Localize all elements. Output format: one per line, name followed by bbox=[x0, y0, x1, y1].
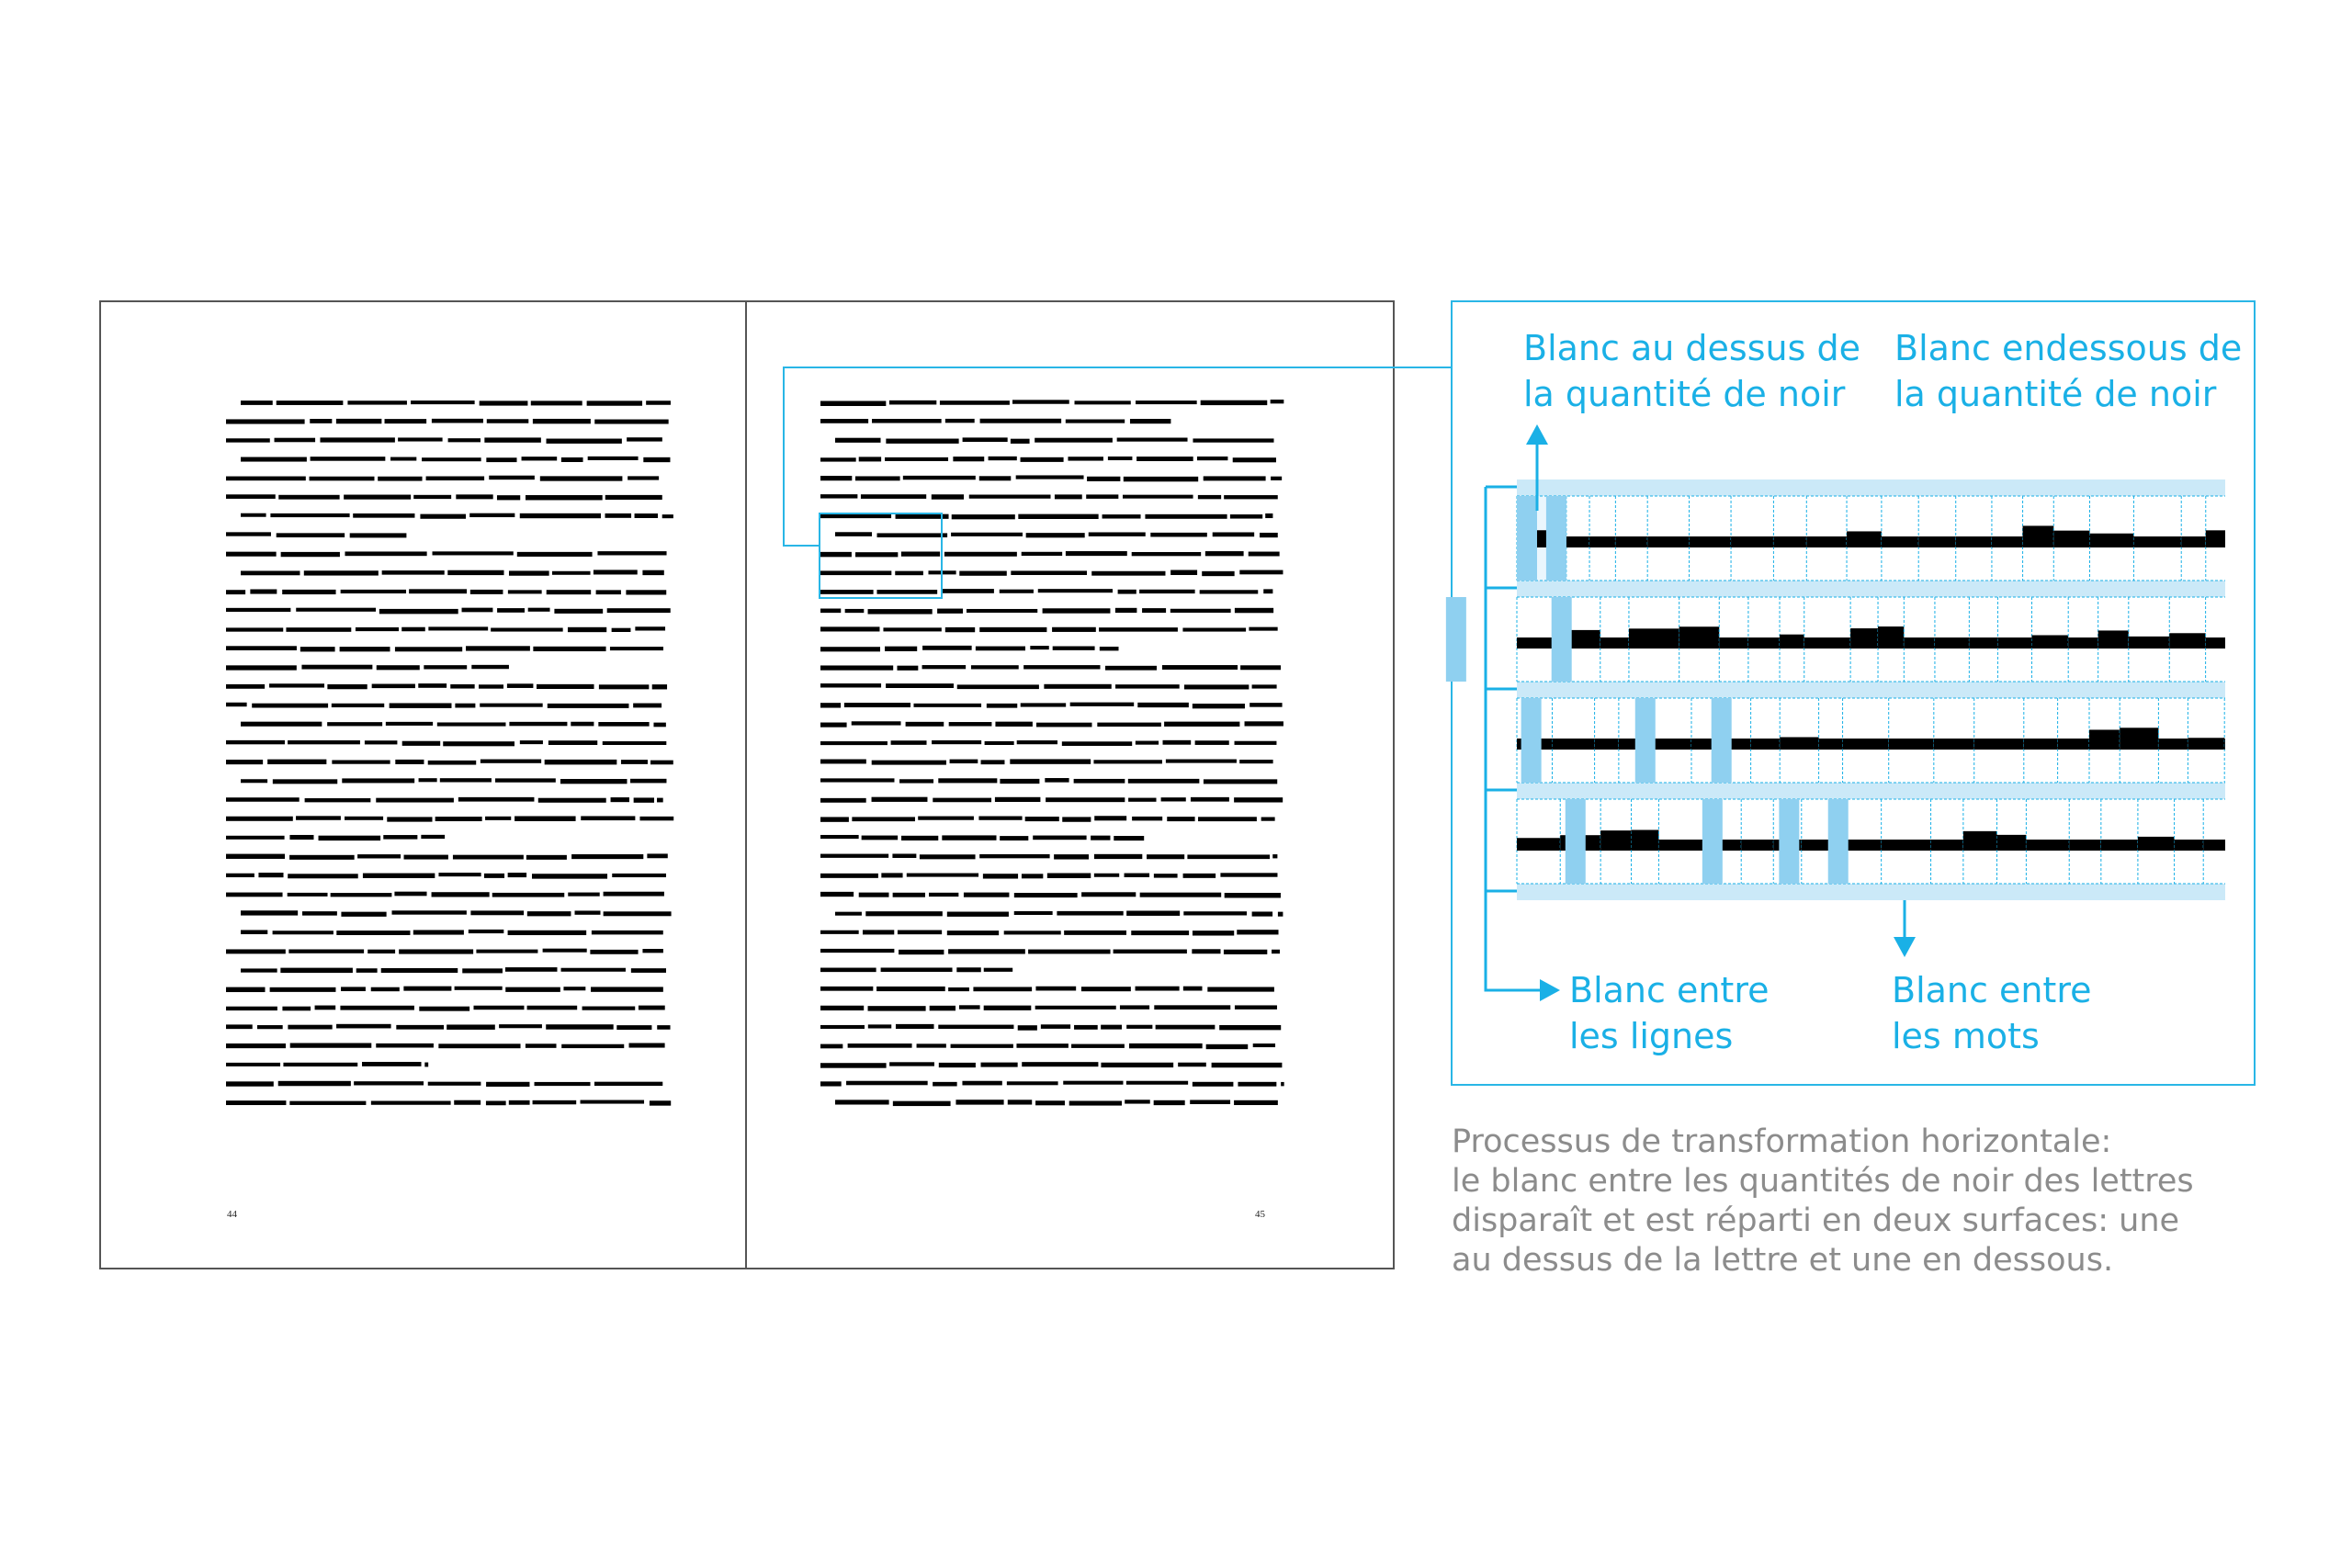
ink-quantity bbox=[2053, 531, 2089, 547]
ink-quantity bbox=[2026, 840, 2069, 851]
ink-quantity bbox=[1804, 637, 1850, 649]
ink-quantity bbox=[2024, 739, 2058, 750]
label-white-above bbox=[1523, 325, 1860, 417]
ink-quantity bbox=[1751, 739, 1781, 750]
label-line: Blanc entre bbox=[1569, 970, 1770, 1010]
label-white-between-lines bbox=[1569, 967, 1770, 1059]
caption-line: le blanc entre les quantités de noir des lettres bbox=[1452, 1163, 2194, 1200]
ink-quantity bbox=[1918, 536, 1956, 547]
ink-quantity bbox=[2058, 739, 2089, 750]
ink-quantity bbox=[2069, 840, 2101, 851]
arrow-up-icon bbox=[1526, 424, 1548, 445]
line-space-band bbox=[1517, 884, 2225, 900]
word-space-gap bbox=[1702, 799, 1723, 884]
ink-quantity bbox=[2206, 530, 2225, 547]
label-white-between-words bbox=[1892, 967, 2092, 1059]
ink-quantity bbox=[1934, 739, 1974, 750]
ink-quantity bbox=[1589, 536, 1615, 547]
caption-line: disparaît et est réparti en deux surfaces: une bbox=[1452, 1202, 2180, 1239]
ink-quantity bbox=[1931, 840, 1963, 851]
label-line: les lignes bbox=[1569, 1016, 1734, 1056]
ink-quantity bbox=[1850, 628, 1878, 649]
word-space-gap bbox=[1635, 698, 1656, 783]
label-line: Blanc entre bbox=[1892, 970, 2092, 1010]
ink-quantity bbox=[1773, 536, 1806, 547]
ink-quantity bbox=[2089, 729, 2120, 750]
ink-quantity bbox=[1819, 739, 1843, 750]
ink-quantity bbox=[1600, 637, 1629, 649]
ink-quantity bbox=[1679, 626, 1720, 649]
ink-quantity bbox=[1904, 637, 1935, 649]
ink-quantity bbox=[2169, 633, 2205, 649]
word-space-gap bbox=[1517, 496, 1537, 581]
ink-quantity bbox=[1780, 737, 1818, 750]
ink-quantity bbox=[1552, 739, 1594, 750]
ink-quantity bbox=[1517, 838, 1560, 851]
left-page-number: 44 bbox=[227, 1209, 237, 1220]
label-line: Blanc au dessus de bbox=[1523, 328, 1860, 368]
label-line: la quantité de noir bbox=[1894, 374, 2217, 414]
word-space-gap bbox=[1546, 496, 1566, 581]
word-space-gap bbox=[1779, 799, 1799, 884]
ink-quantity bbox=[1719, 637, 1748, 649]
ink-quantity bbox=[1802, 840, 1832, 851]
ink-quantity bbox=[2138, 837, 2175, 851]
line-space-band bbox=[1517, 682, 2225, 698]
ink-quantity bbox=[1992, 536, 2023, 547]
ink-quantity bbox=[1878, 626, 1904, 649]
ink-quantity bbox=[2068, 637, 2098, 649]
ink-quantity bbox=[2120, 728, 2158, 750]
ink-quantity bbox=[1631, 830, 1658, 851]
caption-line: au dessus de la lettre et une en dessous. bbox=[1452, 1242, 2114, 1279]
arrow-right-icon bbox=[1540, 979, 1560, 1001]
line-space-band bbox=[1517, 581, 2225, 597]
ink-quantity bbox=[2188, 738, 2224, 750]
ink-quantity bbox=[1996, 835, 2026, 851]
ink-quantity bbox=[2133, 536, 2181, 547]
ink-quantity bbox=[1974, 739, 2024, 750]
ink-quantity bbox=[2224, 739, 2225, 750]
ink-quantity bbox=[2023, 525, 2054, 547]
ink-quantity bbox=[2129, 637, 2169, 649]
ink-quantity bbox=[1650, 739, 1691, 750]
line-space-band bbox=[1517, 783, 2225, 799]
ink-quantity bbox=[1847, 531, 1882, 547]
ink-quantity bbox=[1600, 830, 1631, 851]
ink-quantity bbox=[1935, 637, 1969, 649]
ink-quantity bbox=[1889, 739, 1934, 750]
ink-quantity bbox=[2089, 534, 2133, 547]
ink-quantity bbox=[1956, 536, 1992, 547]
ink-quantity bbox=[1997, 637, 2031, 649]
word-space-gap bbox=[1828, 799, 1849, 884]
label-line: les mots bbox=[1892, 1016, 2040, 1056]
ink-quantity bbox=[2098, 630, 2129, 649]
ink-quantity bbox=[1963, 831, 1997, 851]
ink-quantity bbox=[1741, 840, 1773, 851]
ink-quantity bbox=[1690, 536, 1732, 547]
right-page-number: 45 bbox=[1255, 1209, 1265, 1220]
ink-quantity bbox=[1595, 739, 1619, 750]
ink-quantity bbox=[1566, 536, 1589, 547]
word-space-gap bbox=[1521, 698, 1542, 783]
arrow-down-icon bbox=[1894, 937, 1916, 957]
label-white-below bbox=[1894, 325, 2242, 417]
word-space-gap bbox=[1552, 597, 1572, 682]
ink-quantity bbox=[1748, 637, 1780, 649]
ink-quantity bbox=[2206, 637, 2225, 649]
caption-line: Processus de transformation horizontale: bbox=[1452, 1123, 2112, 1160]
ink-quantity bbox=[2031, 635, 2068, 649]
ink-quantity bbox=[1882, 840, 1931, 851]
label-line: Blanc endessous de bbox=[1894, 328, 2243, 368]
label-line: la quantité de noir bbox=[1523, 374, 1846, 414]
ink-quantity bbox=[1806, 536, 1847, 547]
ink-quantity bbox=[1647, 536, 1689, 547]
word-space-gap bbox=[1446, 597, 1466, 682]
caption bbox=[1452, 1122, 2194, 1280]
ink-quantity bbox=[1731, 536, 1773, 547]
ink-quantity bbox=[1629, 628, 1679, 649]
word-space-gap bbox=[1566, 799, 1586, 884]
ink-quantity bbox=[2175, 840, 2204, 851]
ink-quantity bbox=[1615, 536, 1647, 547]
ink-quantity bbox=[1969, 637, 1997, 649]
word-space-gap bbox=[1712, 698, 1732, 783]
ink-quantity bbox=[2203, 840, 2225, 851]
ink-quantity bbox=[1843, 739, 1889, 750]
ink-quantity bbox=[1882, 536, 1918, 547]
ink-quantity bbox=[2181, 536, 2206, 547]
ink-quantity bbox=[1658, 840, 1702, 851]
ink-quantity bbox=[1780, 635, 1804, 649]
line-space-band bbox=[1517, 479, 2225, 496]
ink-quantity bbox=[2101, 840, 2138, 851]
ink-quantity bbox=[2158, 739, 2188, 750]
